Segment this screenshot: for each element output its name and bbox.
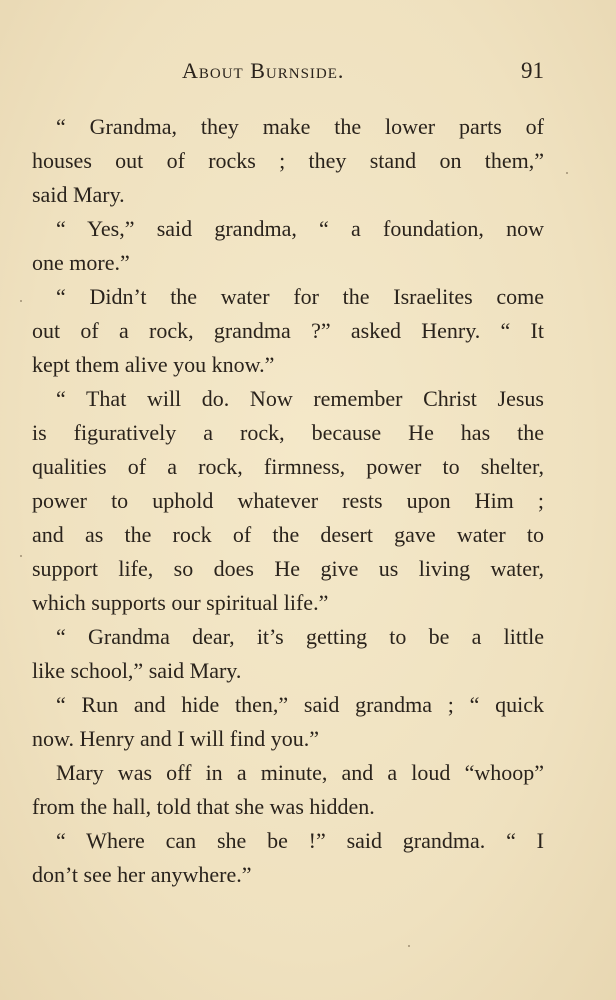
text-line: kept them alive you know.” (32, 352, 275, 377)
text-line: “ Grandma dear, it’s getting to be a little (56, 624, 544, 649)
text-line: one more.” (32, 250, 130, 275)
text-line: said Mary. (32, 182, 125, 207)
text-line: power to uphold whatever rests upon Him ; (32, 488, 544, 513)
page-number: 91 (521, 58, 544, 83)
text-line: which supports our spiritual life.” (32, 590, 329, 615)
running-title: About Burnside. (182, 58, 345, 83)
paper-speck (408, 945, 410, 947)
text-line: from the hall, told that she was hidden. (32, 794, 375, 819)
text-line: houses out of rocks ; they stand on them,” (32, 148, 544, 173)
text-line: “ Where can she be !” said grandma. “ I (56, 828, 544, 853)
body-text (32, 110, 544, 892)
paper-speck (566, 172, 568, 174)
text-line: “ Run and hide then,” said grandma ; “ quick (56, 692, 544, 717)
paper-speck (20, 555, 22, 557)
text-line: “ Grandma, they make the lower parts of (56, 114, 544, 139)
text-line: qualities of a rock, firmness, power to shelter, (32, 454, 544, 479)
text-line: out of a rock, grandma ?” asked Henry. “ It (32, 318, 544, 343)
text-line: and as the rock of the desert gave water to (32, 522, 544, 547)
text-line: like school,” said Mary. (32, 658, 242, 683)
text-line: “ That will do. Now remember Christ Jesus (56, 386, 544, 411)
text-line: don’t see her anywhere.” (32, 862, 252, 887)
text-line: “ Yes,” said grandma, “ a foundation, now (56, 216, 544, 241)
running-head (32, 58, 544, 88)
text-line: now. Henry and I will find you.” (32, 726, 319, 751)
text-line: support life, so does He give us living water, (32, 556, 544, 581)
text-line: Mary was off in a minute, and a loud “whoop” (56, 760, 544, 785)
text-line: is figuratively a rock, because He has the (32, 420, 544, 445)
paper-speck (20, 300, 22, 302)
text-line: “ Didn’t the water for the Israelites come (56, 284, 544, 309)
